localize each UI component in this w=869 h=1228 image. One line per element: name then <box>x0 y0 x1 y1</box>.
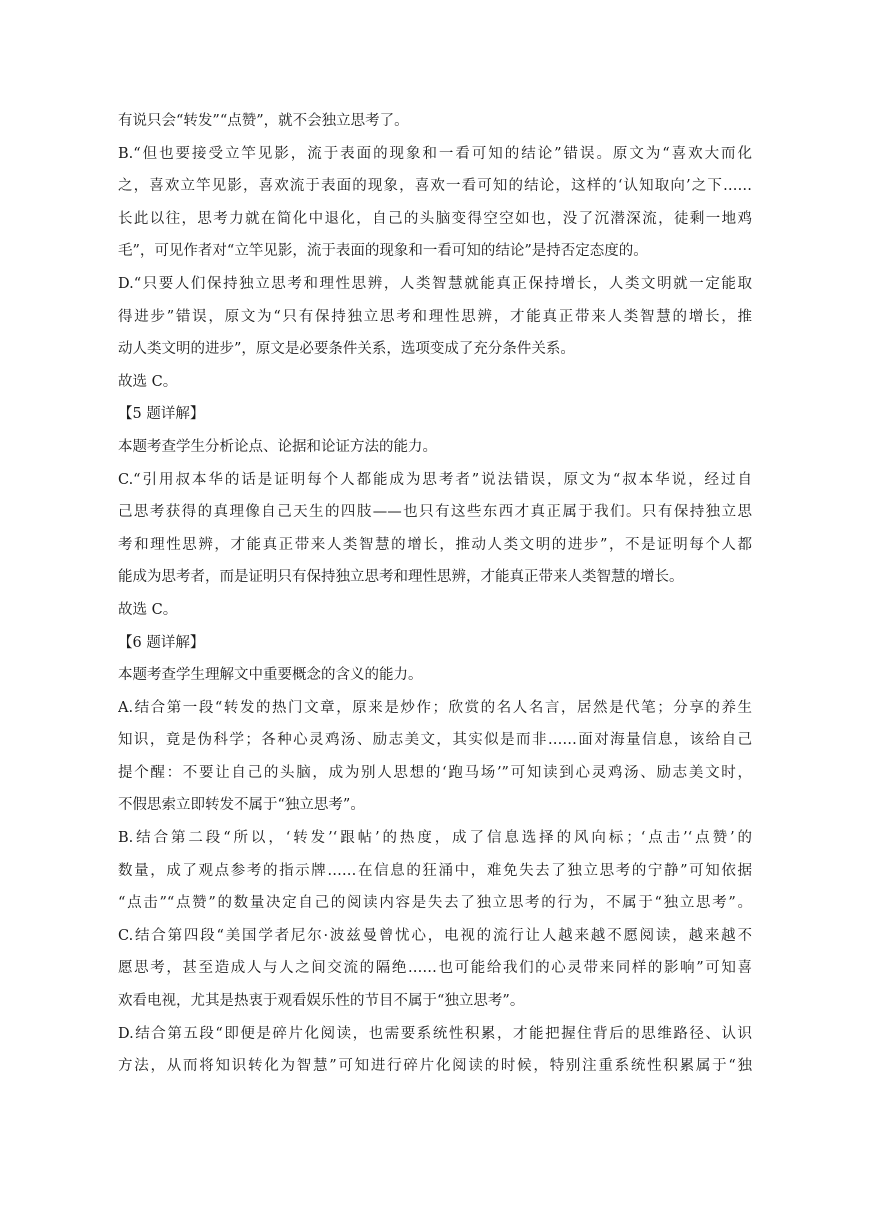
text-line: 故选 C。 <box>118 601 178 618</box>
text-line: 本题考查学生理解文中重要概念的含义的能力。 <box>118 667 423 684</box>
text-line: 毛”，可见作者对“立竿见影，流于表面的现象和一看可知的结论”是持否定态度的。 <box>118 243 648 260</box>
document-body <box>118 105 752 1083</box>
text-line: 得进步”错误，原文为“只有保持独立思考和理性思辨，才能真正带来人类智慧的增长，推 <box>118 308 752 325</box>
text-line: 【5 题详解】 <box>118 406 205 423</box>
text-line: D.“只要人们保持独立思考和理性思辨，人类智慧就能真正保持增长，人类文明就一定能取 <box>118 275 752 292</box>
text-line: “点击”“点赞”的数量决定自己的阅读内容是失去了独立思考的行为，不属于“独立思考”。 <box>118 895 752 912</box>
text-line: 提个醒：不要让自己的头脑，成为别人思想的‘跑马场’”可知读到心灵鸡汤、励志美文时， <box>118 764 752 781</box>
text-line: 数量，成了观点参考的指示牌……在信息的狂涌中，难免失去了独立思考的宁静”可知依据 <box>118 862 752 879</box>
text-line: B.“但也要接受立竿见影，流于表面的现象和一看可知的结论”错误。原文为“喜欢大而化 <box>118 145 752 162</box>
text-line: 【6 题详解】 <box>118 634 205 651</box>
text-line: 方法，从而将知识转化为智慧”可知进行碎片化阅读的时候，特别注重系统性积累属于“独 <box>118 1058 752 1075</box>
text-line: B.结合第二段“所以，‘转发’‘跟帖’的热度，成了信息选择的风向标；‘点击’‘点赞’的 <box>118 830 752 847</box>
text-line: 考和理性思辨，才能真正带来人类智慧的增长，推动人类文明的进步”，不是证明每个人都 <box>118 536 752 553</box>
text-line: 欢看电视，尤其是热衷于观看娱乐性的节目不属于“独立思考”。 <box>118 993 525 1010</box>
text-line: A.结合第一段“转发的热门文章，原来是炒作；欣赏的名人名言，居然是代笔；分享的养生 <box>118 699 752 716</box>
text-line: 有说只会“转发”“点赞”，就不会独立思考了。 <box>118 113 409 129</box>
text-line: 本题考查学生分析论点、论据和论证方法的能力。 <box>118 438 437 455</box>
text-line: 故选 C。 <box>118 373 178 390</box>
text-line: 愿思考，甚至造成人与人之间交流的隔绝……也可能给我们的心灵带来同样的影响”可知喜 <box>118 960 752 977</box>
text-line: 知识，竟是伪科学；各种心灵鸡汤、励志美文，其实似是而非……面对海量信息，该给自己 <box>118 732 752 749</box>
text-line: C.结合第四段“美国学者尼尔·波兹曼曾忧心，电视的流行让人越来越不愿阅读，越来越不 <box>118 927 752 944</box>
text-line: C.“引用叔本华的话是证明每个人都能成为思考者”说法错误，原文为“叔本华说，经过自 <box>118 471 752 488</box>
text-line: 己思考获得的真理像自己天生的四肢——也只有这些东西才真正属于我们。只有保持独立思 <box>118 504 752 521</box>
text-line: 长此以往，思考力就在简化中退化，自己的头脑变得空空如也，没了沉潜深流，徒剩一地鸡 <box>118 210 752 227</box>
text-line: 之，喜欢立竿见影，喜欢流于表面的现象，喜欢一看可知的结论，这样的‘认知取向’之下…… <box>118 178 752 195</box>
text-line: 不假思索立即转发不属于“独立思考”。 <box>118 797 365 814</box>
text-line: 能成为思考者，而是证明只有保持独立思考和理性思辨，才能真正带来人类智慧的增长。 <box>118 569 684 586</box>
text-line: D.结合第五段“即便是碎片化阅读，也需要系统性积累，才能把握住背后的思维路径、认识 <box>118 1025 752 1042</box>
text-line: 动人类文明的进步”，原文是必要条件关系，选项变成了充分条件关系。 <box>118 341 575 358</box>
